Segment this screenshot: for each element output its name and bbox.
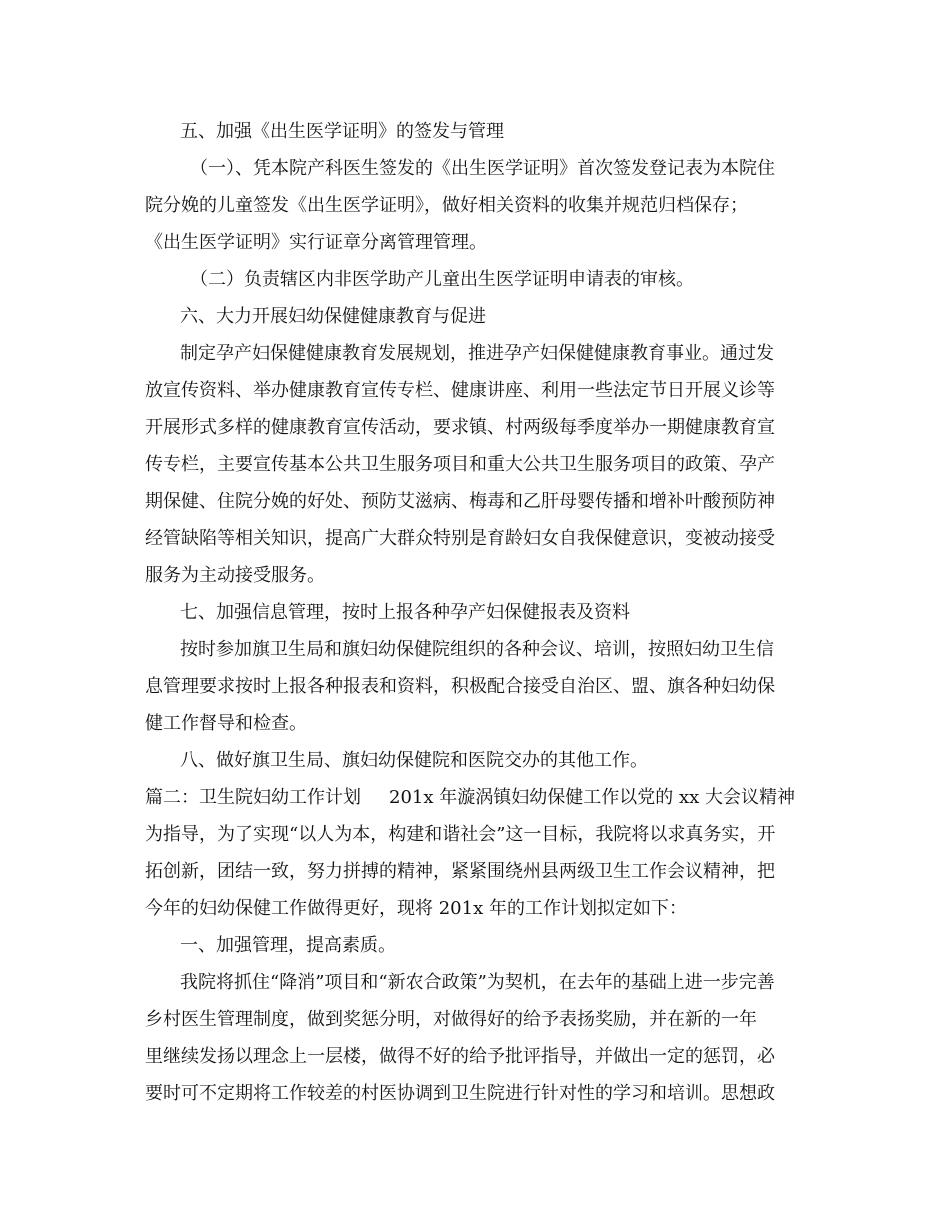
paragraph-line: 传专栏，主要宣传基本公共卫生服务项目和重大公共卫生服务项目的政策、孕产 [145, 454, 775, 475]
paragraph-text: 201x 年漩涡镇妇幼保健工作以党的 xx 大会议精神 [389, 787, 795, 808]
paragraph-line: 按时参加旗卫生局和旗妇幼保健院组织的各种会议、培训，按照妇幼卫生信 [180, 639, 774, 660]
section-heading-8: 八、做好旗卫生局、旗妇幼保健院和医院交办的其他工作。 [180, 750, 648, 771]
paragraph-line: 健工作督导和检查。 [145, 713, 307, 734]
paragraph-line: 《出生医学证明》实行证章分离管理管理。 [145, 232, 487, 253]
section-heading-5: 五、加强《出生医学证明》的签发与管理 [180, 121, 504, 142]
paragraph-line: 今年的妇幼保健工作做得更好，现将 201x 年的工作计划拟定如下： [145, 898, 687, 919]
paragraph-line: 开展形式多样的健康教育宣传活动，要求镇、村两级每季度举办一期健康教育宣 [145, 417, 775, 438]
paragraph-line: 我院将抓住“降消”项目和“新农合政策”为契机，在去年的基础上进一步完善 [180, 972, 775, 993]
paragraph-line: 里继续发扬以理念上一层楼，做得不好的给予批评指导，并做出一定的惩罚，必 [145, 1046, 775, 1067]
paragraph-line: 为指导，为了实现“以人为本，构建和谐社会”这一目标，我院将以求真务实，开 [145, 824, 776, 845]
paragraph-line: 制定孕产妇保健健康教育发展规划，推进孕产妇保健健康教育事业。通过发 [180, 343, 774, 364]
paragraph-line: 拓创新，团结一致，努力拼搏的精神，紧紧围绕州县两级卫生工作会议精神，把 [145, 861, 775, 882]
section-heading-1: 一、加强管理，提高素质。 [180, 935, 396, 956]
section-heading-7: 七、加强信息管理，按时上报各种孕产妇保健报表及资料 [180, 602, 630, 623]
paragraph-line: 院分娩的儿童签发《出生医学证明》，做好相关资料的收集并规范归档保存； [145, 195, 748, 216]
section-two-first-line [145, 786, 815, 810]
section-two-title: 篇二：卫生院妇幼工作计划 [145, 787, 361, 808]
paragraph-line: 乡村医生管理制度，做到奖惩分明，对做得好的给予表扬奖励，并在新的一年 [145, 1009, 757, 1030]
paragraph-line: 要时可不定期将工作较差的村医协调到卫生院进行针对性的学习和培训。思想政 [145, 1083, 775, 1104]
section-heading-6: 六、大力开展妇幼保健健康教育与促进 [180, 306, 486, 327]
paragraph-line: 经管缺陷等相关知识，提高广大群众特别是育龄妇女自我保健意识，变被动接受 [145, 528, 775, 549]
paragraph-line: 服务为主动接受服务。 [145, 565, 325, 586]
paragraph-line: （一）、凭本院产科医生签发的《出生医学证明》首次签发登记表为本院住 [190, 158, 775, 179]
paragraph-line: 息管理要求按时上报各种报表和资料，积极配合接受自治区、盟、旗各种妇幼保 [145, 676, 775, 697]
paragraph-line: 放宣传资料、举办健康教育宣传专栏、健康讲座、利用一些法定节日开展义诊等 [145, 380, 775, 401]
paragraph-line: （二）负责辖区内非医学助产儿童出生医学证明申请表的审核。 [190, 269, 694, 290]
paragraph-line: 期保健、住院分娩的好处、预防艾滋病、梅毒和乙肝母婴传播和增补叶酸预防神 [145, 491, 775, 512]
